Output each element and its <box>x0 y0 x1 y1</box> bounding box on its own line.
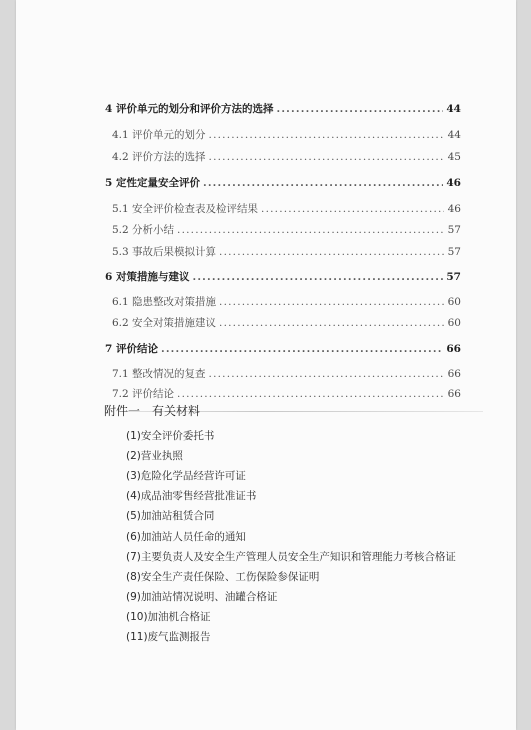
toc-entry-page: 66 <box>446 343 461 355</box>
toc-entry-page: 66 <box>447 368 461 380</box>
appendix-item: (11)废气监测报告 <box>126 631 211 643</box>
toc-entry-title: 6 对策措施与建议 <box>105 271 190 283</box>
toc-leader-dots <box>209 127 444 143</box>
toc-entry-page: 44 <box>446 103 461 115</box>
toc-entry-5-2[interactable] <box>112 222 461 238</box>
toc-leader-dots <box>219 244 444 260</box>
toc-entry-4-1[interactable] <box>112 127 461 143</box>
toc-entry-6[interactable] <box>105 269 461 285</box>
toc-entry-page: 45 <box>447 151 461 163</box>
appendix-item: (8)安全生产责任保险、工伤保险参保证明 <box>126 571 320 583</box>
toc-entry-5[interactable] <box>105 175 461 191</box>
toc-leader-dots <box>209 149 444 165</box>
toc-leader-dots <box>261 201 444 217</box>
toc-entry-title: 6.2 安全对策措施建议 <box>112 317 217 329</box>
toc-entry-page: 60 <box>447 317 461 329</box>
toc-entry-title: 5.2 分析小结 <box>112 224 175 236</box>
appendix-item: (3)危险化学品经营许可证 <box>126 470 246 482</box>
toc-entry-page: 60 <box>447 296 461 308</box>
toc-entry-4-2[interactable] <box>112 149 461 165</box>
appendix-label: 附件一 <box>104 404 141 418</box>
toc-entry-7[interactable] <box>105 341 461 357</box>
toc-leader-dots <box>219 294 444 310</box>
toc-entry-title: 6.1 隐患整改对策措施 <box>112 296 217 308</box>
toc-entry-6-2[interactable] <box>112 315 461 331</box>
toc-entry-7-2[interactable] <box>112 386 461 402</box>
toc-entry-page: 46 <box>447 203 461 215</box>
toc-entry-title: 5 定性定量安全评价 <box>105 177 200 189</box>
appendix-item: (1)安全评价委托书 <box>126 430 215 442</box>
toc-entry-title: 7 评价结论 <box>105 343 158 355</box>
toc-leader-dots <box>203 175 443 191</box>
toc-leader-dots <box>276 101 443 117</box>
toc-entry-4[interactable] <box>105 101 461 117</box>
toc-entry-page: 44 <box>447 129 461 141</box>
appendix-item: (7)主要负责人及安全生产管理人员安全生产知识和管理能力考核合格证 <box>126 551 456 563</box>
toc-entry-7-1[interactable] <box>112 366 461 382</box>
toc-entry-page: 57 <box>446 271 461 283</box>
toc-entry-5-1[interactable] <box>112 201 461 217</box>
toc-entry-6-1[interactable] <box>112 294 461 310</box>
appendix-heading <box>104 401 200 421</box>
toc-entry-title: 7.2 评价结论 <box>112 388 175 400</box>
toc-entry-page: 66 <box>447 388 461 400</box>
toc-leader-dots <box>192 269 443 285</box>
appendix-item: (4)成品油零售经营批准证书 <box>126 490 257 502</box>
appendix-item: (2)营业执照 <box>126 450 183 462</box>
toc-entry-title: 5.1 安全评价检查表及检评结果 <box>112 203 259 215</box>
toc-entry-title: 4.2 评价方法的选择 <box>112 151 206 163</box>
appendix-title: 有关材料 <box>152 404 201 418</box>
toc-entry-title: 4 评价单元的划分和评价方法的选择 <box>105 103 274 115</box>
toc-entry-page: 57 <box>447 246 461 258</box>
toc-entry-page: 57 <box>447 224 461 236</box>
toc-leader-dots <box>177 386 444 402</box>
toc-leader-dots <box>161 341 443 357</box>
toc-leader-dots <box>177 222 444 238</box>
appendix-item: (9)加油站情况说明、油罐合格证 <box>126 591 278 603</box>
appendix-item: (5)加油站租赁合同 <box>126 510 215 522</box>
toc-entry-title: 4.1 评价单元的划分 <box>112 129 206 141</box>
toc-entry-page: 46 <box>446 177 461 189</box>
toc-entry-5-3[interactable] <box>112 244 461 260</box>
toc-entry-title: 7.1 整改情况的复查 <box>112 368 206 380</box>
appendix-item: (10)加油机合格证 <box>126 611 211 623</box>
toc-leader-dots <box>209 366 444 382</box>
toc-entry-title: 5.3 事故后果模拟计算 <box>112 246 217 258</box>
appendix-item: (6)加油站人员任命的通知 <box>126 531 246 543</box>
toc-leader-dots <box>219 315 444 331</box>
